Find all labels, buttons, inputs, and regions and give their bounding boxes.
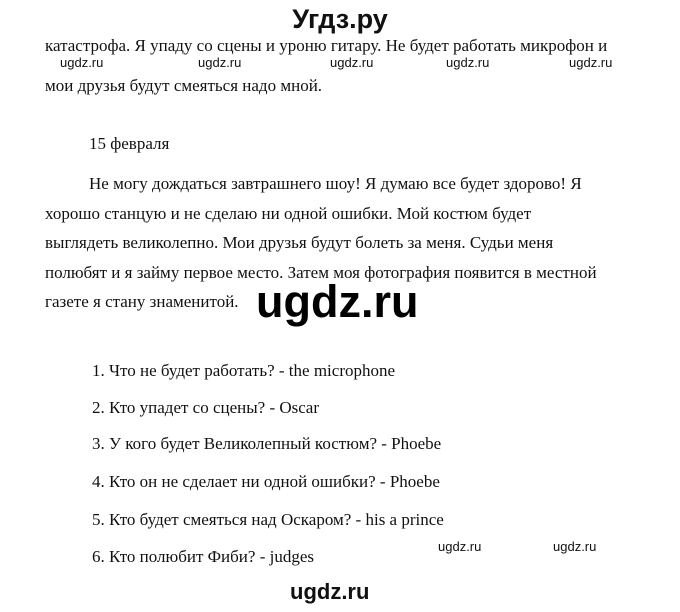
- paragraph-line: Не могу дождаться завтрашнего шоу! Я думаю все будет здорово! Я: [89, 174, 582, 193]
- paragraph-line: выглядеть великолепно. Мои друзья будут болеть за меня. Судьи меня: [45, 233, 554, 252]
- answer-item: 4. Кто он не сделает ни одной ошибки? - Phoebe: [92, 472, 440, 491]
- date-heading: 15 февраля: [89, 134, 170, 153]
- paragraph-line: мои друзья будут смеяться надо мной.: [45, 76, 323, 95]
- paragraph-line: катастрофа. Я упаду со сцены и уроню гитару. Не будет работать микрофон и: [45, 36, 608, 55]
- watermark: ugdz.ru: [438, 539, 482, 554]
- site-title: Угдз.ру: [292, 4, 388, 34]
- footer-watermark: ugdz.ru: [290, 579, 370, 604]
- watermark: ugdz.ru: [446, 55, 490, 70]
- answer-item: 3. У кого будет Великолепный костюм? - Phoebe: [92, 434, 442, 453]
- paragraph-line: полюбят и я займу первое место. Затем моя фотография появится в местной: [45, 263, 597, 282]
- watermark-large: ugdz.ru: [256, 276, 419, 327]
- watermark: ugdz.ru: [553, 539, 597, 554]
- watermark: ugdz.ru: [569, 55, 613, 70]
- watermark: ugdz.ru: [198, 55, 242, 70]
- paragraph-line: хорошо станцую и не сделаю ни одной ошибки. Мой костюм будет: [45, 204, 532, 223]
- answer-item: 5. Кто будет смеяться над Оскаром? - his a prince: [92, 510, 444, 529]
- watermark: ugdz.ru: [60, 55, 104, 70]
- watermark: ugdz.ru: [330, 55, 374, 70]
- answer-item: 1. Что не будет работать? - the microphone: [92, 361, 396, 380]
- paragraph-line: газете я стану знаменитой.: [45, 292, 239, 311]
- answer-item: 2. Кто упадет со сцены? - Oscar: [92, 398, 320, 417]
- answer-item: 6. Кто полюбит Фиби? - judges: [92, 547, 314, 566]
